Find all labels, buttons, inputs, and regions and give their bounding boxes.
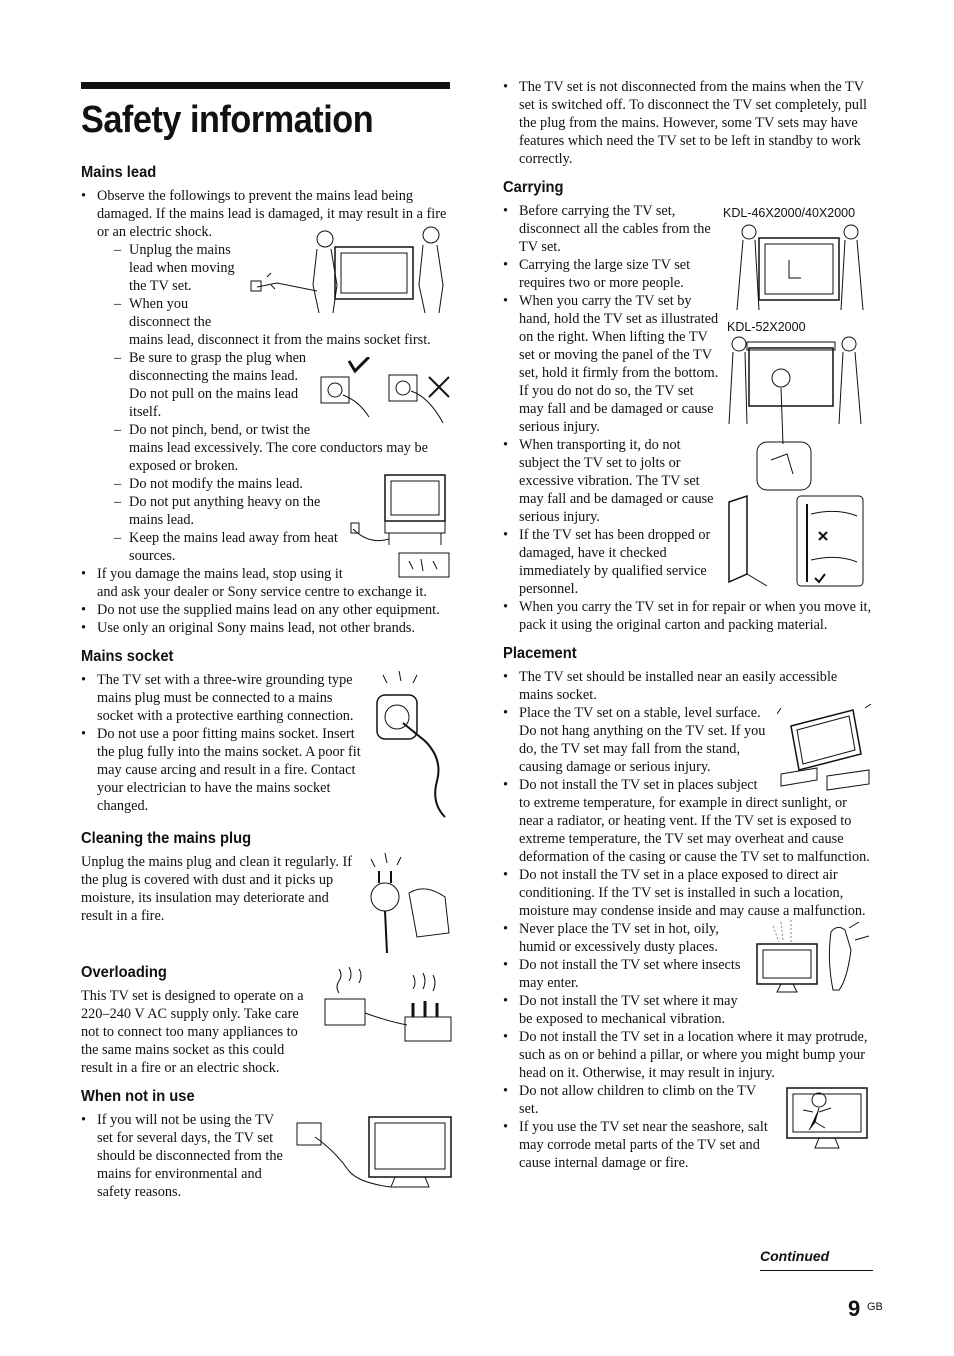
list-item: • Carrying the large size TV set requires two or more people. bbox=[503, 256, 873, 292]
list-item: • When you carry the TV set by hand, hold the TV set as illustrated on the right. When lifting the TV set or moving the panel of the TV set, hold it firmly from the bottom. If you do not do so, the TV set may fall and be damaged or cause serious injury. bbox=[503, 292, 873, 436]
placement-list bbox=[503, 668, 873, 1172]
list-item: • The TV set is not disconnected from the mains when the TV set is switched off. To disconnect the TV set completely, pull the plug from the mains. However, some TV sets may have features which need the TV set to be left in standby to work correctly. bbox=[503, 78, 873, 168]
list-item: • Before carrying the TV set, disconnect all the cables from the TV set. bbox=[503, 202, 873, 256]
list-item: – Do not put anything heavy on the mains lead. bbox=[97, 493, 453, 529]
list-item: – When you disconnect the mains lead, disconnect it from the mains socket first. bbox=[97, 295, 453, 349]
list-item: • The TV set with a three-wire grounding type mains plug must be connected to a mains socket with a protective earthing connection. bbox=[81, 671, 453, 725]
list-item: • If you damage the mains lead, stop using it and ask your dealer or Sony service centre to exchange it. bbox=[81, 565, 453, 601]
page-number: 9 bbox=[848, 1296, 861, 1321]
model-caption: KDL-46X2000/40X2000 bbox=[723, 206, 856, 220]
overloading-heading: Overloading bbox=[81, 964, 167, 981]
list-item: – Be sure to grasp the plug when disconnecting the mains lead. Do not pull on the mains lead itself. bbox=[97, 349, 453, 421]
list-item: • Do not install the TV set in places subject to extreme temperature, for example in direct sunlight, or near a radiator, or heating vent. If the TV set is exposed to extreme temperature, the TV set may overheat and cause deformation of the casing or cause the TV set to malfunction. bbox=[503, 776, 873, 866]
left-column bbox=[81, 82, 453, 1201]
list-item: • Do not use a poor fitting mains socket. Insert the plug fully into the mains socket. A poor fit may cause arcing and result in a fire. Contact your electrician to have the mains socket changed. bbox=[81, 725, 453, 815]
not-in-use-list-continued bbox=[503, 78, 873, 168]
mains-lead-list bbox=[81, 187, 453, 637]
grasp-plug-illustration bbox=[319, 357, 453, 427]
title-rule bbox=[81, 82, 450, 89]
not-in-use-heading: When not in use bbox=[81, 1088, 195, 1105]
not-in-use-list bbox=[81, 1111, 453, 1201]
carrying-heading: Carrying bbox=[503, 179, 564, 196]
list-item: • Do not install the TV set where it may be exposed to mechanical vibration. bbox=[503, 992, 873, 1028]
mains-lead-heading: Mains lead bbox=[81, 164, 157, 181]
list-item: • Do not install the TV set in a place exposed to direct air conditioning. If the TV set is installed in such a location, moisture may condense inside and may cause a malfunction. bbox=[503, 866, 873, 920]
list-item: • Place the TV set on a stable, level surface. Do not hang anything on the TV set. If you do, the TV set may fall from the stand, causing damage or serious injury. bbox=[503, 704, 873, 776]
list-item: • If you will not be using the TV set for several days, the TV set should be disconnected from the mains for environmental and safety reasons. bbox=[81, 1111, 453, 1201]
list-item: – Keep the mains lead away from heat sources. bbox=[97, 529, 453, 565]
mains-lead-subitems bbox=[97, 241, 453, 565]
cleaning-heading: Cleaning the mains plug bbox=[81, 830, 252, 847]
list-item: • Never place the TV set in hot, oily, humid or excessively dusty places. bbox=[503, 920, 873, 956]
list-item: • Do not use the supplied mains lead on any other equipment. bbox=[81, 601, 453, 619]
list-item: • Do not install the TV set in a location where it may protrude, such as on or behind a pillar, or where you might bump your head on it. Otherwise, it may result in injury. bbox=[503, 1028, 873, 1082]
list-item: • The TV set should be installed near an easily accessible mains socket. bbox=[503, 668, 873, 704]
carrying-list bbox=[503, 202, 873, 598]
list-item: • When you carry the TV set in for repair or when you move it, pack it using the original carton and packing material. bbox=[503, 598, 873, 634]
list-item: • When transporting it, do not subject the TV set to jolts or excessive vibration. The TV set may fall and be damaged or cause serious injury. bbox=[503, 436, 873, 526]
cleaning-text: Unplug the mains plug and clean it regularly. If the plug is covered with dust and it picks up moisture, its insulation may deteriorate and result in a fire. bbox=[81, 854, 353, 924]
overloading-text: This TV set is designed to operate on a 220–240 V AC supply only. Take care not to connect too many appliances to the same mains socket as this could result in a fire or an electric shock. bbox=[81, 988, 304, 1076]
right-column bbox=[503, 78, 873, 1172]
list-item: • Observe the followings to prevent the mains lead being damaged. If the mains lead is damaged, it may result in a fire or an electric shock. – Unplug the mains lead when moving the TV set. – When you disconnect the mains lead, disconnect it from the mains socket first. – Be sure to grasp the plug when disconnecting the mains lead. Do not pull on the mains lead itself. – Do not pinch, bend, or twist the mains lead excessively. The core conductors may be exposed or broken. – Do not modify the mains lead. – Do not put anything heavy on the mains lead. – Keep the mains lead away from heat sources. bbox=[81, 187, 453, 565]
list-item: • Do not allow children to climb on the TV set. bbox=[503, 1082, 873, 1118]
list-item: – Unplug the mains lead when moving the TV set. bbox=[97, 241, 453, 295]
list-item: • If you use the TV set near the seashore, salt may corrode metal parts of the TV set and cause internal damage or fire. bbox=[503, 1118, 873, 1172]
list-item: • If the TV set has been dropped or damaged, have it checked immediately by qualified service personnel. bbox=[503, 526, 873, 598]
list-item: • Do not install the TV set where insects may enter. bbox=[503, 956, 873, 992]
placement-heading: Placement bbox=[503, 645, 577, 662]
continued-label: Continued bbox=[760, 1248, 873, 1271]
page-suffix: GB bbox=[867, 1301, 883, 1313]
model-caption: KDL-52X2000 bbox=[727, 320, 806, 334]
carrying-list-cont bbox=[503, 598, 873, 634]
list-item: – Do not pinch, bend, or twist the mains lead excessively. The core conductors may be exposed or broken. bbox=[97, 421, 453, 475]
mains-socket-list bbox=[81, 671, 453, 815]
mains-socket-heading: Mains socket bbox=[81, 648, 174, 665]
list-item: • Use only an original Sony mains lead, not other brands. bbox=[81, 619, 453, 637]
cleaning-plug-illustration bbox=[365, 853, 453, 957]
page-title: Safety information bbox=[81, 99, 374, 141]
list-item: – Do not modify the mains lead. bbox=[97, 475, 453, 493]
